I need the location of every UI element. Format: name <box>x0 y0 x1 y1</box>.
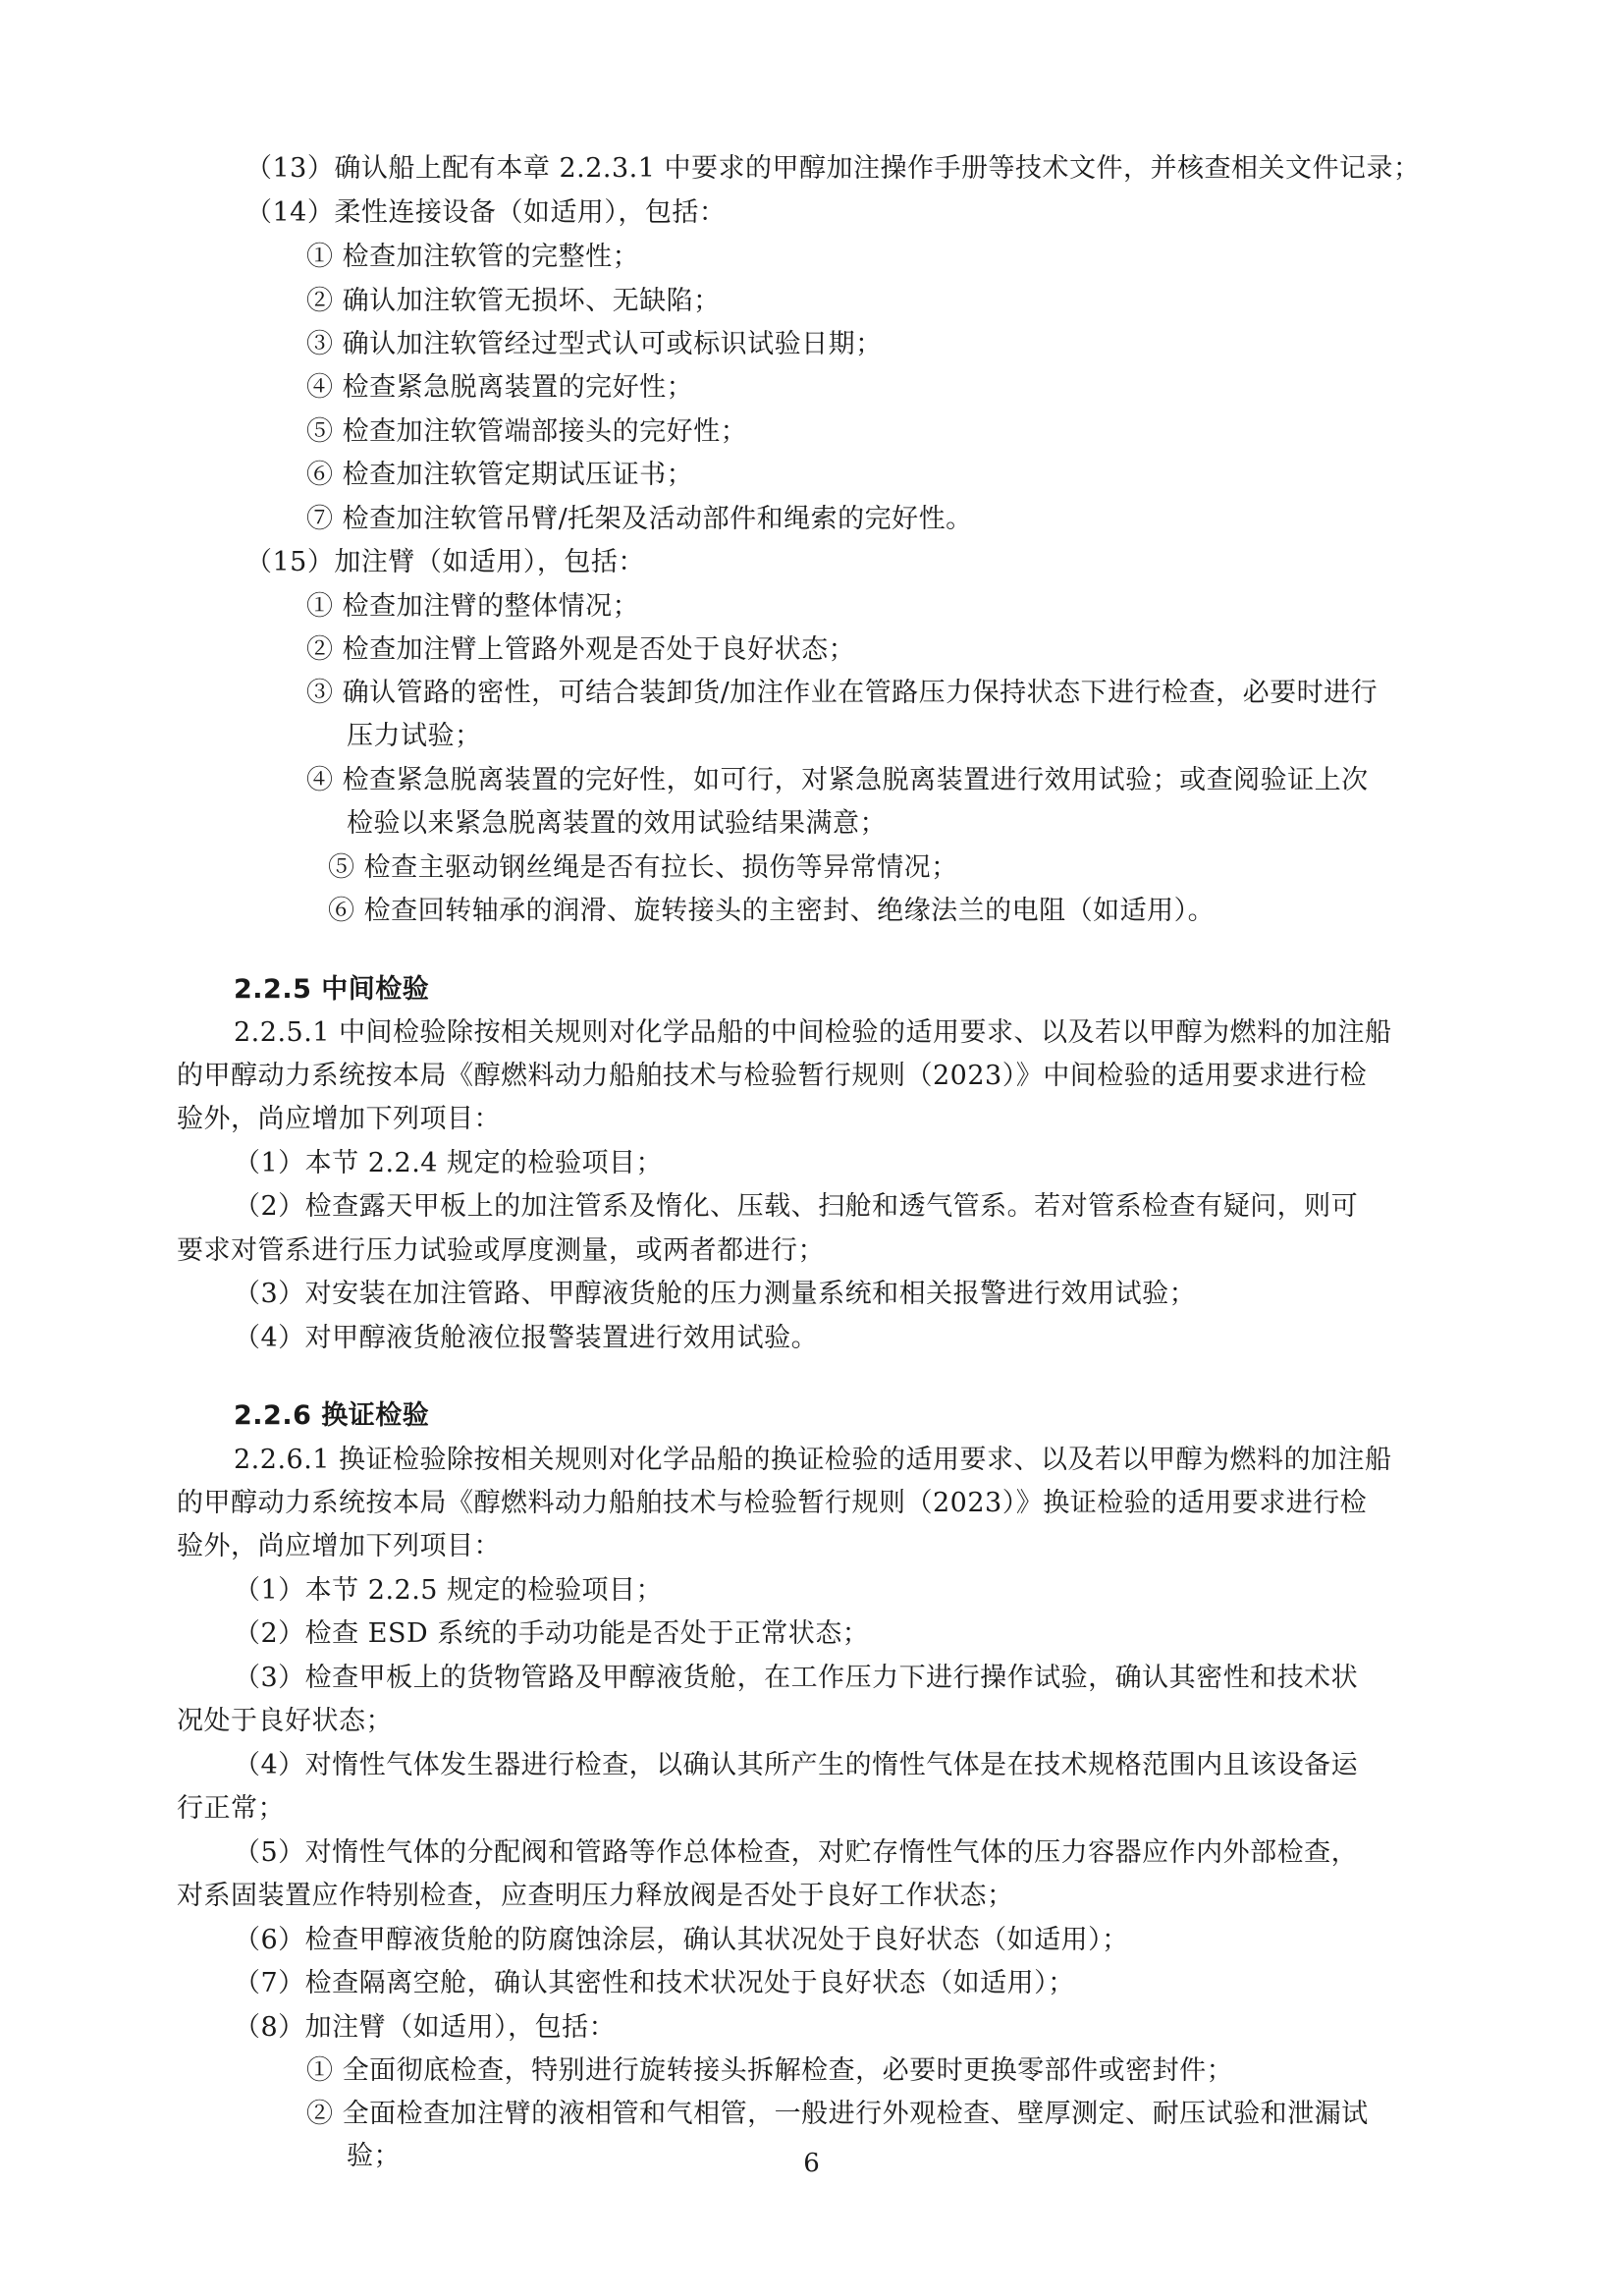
list-item-continuation: 压力试验； <box>347 721 482 751</box>
text-line: （8）加注臂（如适用），包括： <box>234 2012 617 2043</box>
text-line: （2）检查露天甲板上的加注管系及惰化、压载、扫舱和透气管系。若对管系检查有疑问，则可 <box>234 1191 1359 1222</box>
list-item: ② 确认加注软管无损坏、无缺陷； <box>306 286 721 316</box>
list-item: ⑤ 检查加注软管端部接头的完好性； <box>306 416 748 447</box>
list-item: ② 检查加注臂上管路外观是否处于良好状态； <box>306 634 856 665</box>
list-item-continuation: 检验以来紧急脱离装置的效用试验结果满意； <box>347 808 887 839</box>
text-line: （5）对惰性气体的分配阀和管路等作总体检查，对贮存惰性气体的压力容器应作内外部检查， <box>234 1837 1359 1868</box>
list-item: ① 检查加注臂的整体情况； <box>306 591 640 622</box>
list-item: ③ 确认加注软管经过型式认可或标识试验日期； <box>306 329 883 359</box>
list-item-continuation: 验； <box>347 2141 401 2171</box>
text-line: （2）检查 ESD 系统的手动功能是否处于正常状态； <box>234 1618 870 1649</box>
text-line: 验外，尚应增加下列项目： <box>177 1531 501 1561</box>
text-line: 的甲醇动力系统按本局《醇燃料动力船舶技术与检验暂行规则（2023）》中间检验的适用要求进行检 <box>177 1061 1368 1091</box>
section-heading: 2.2.5 中间检验 <box>234 974 430 1005</box>
section-heading: 2.2.6 换证检验 <box>234 1400 430 1431</box>
text-line: 行正常； <box>177 1793 285 1824</box>
text-line: （1）本节 2.2.4 规定的检验项目； <box>234 1148 664 1178</box>
text-line: 2.2.6.1 换证检验除按相关规则对化学品船的换证检验的适用要求、以及若以甲醇为燃料的加注船 <box>234 1445 1392 1475</box>
list-item: ⑥ 检查回转轴承的润滑、旋转接头的主密封、绝缘法兰的电阻（如适用）。 <box>328 896 1216 926</box>
list-item: ③ 确认管路的密性，可结合装卸货/加注作业在管路压力保持状态下进行检查，必要时进行 <box>306 678 1379 708</box>
list-item: ④ 检查紧急脱离装置的完好性； <box>306 372 694 403</box>
text-line: 对系固装置应作特别检查，应查明压力释放阀是否处于良好工作状态； <box>177 1881 1014 1911</box>
text-line: （7）检查隔离空舱，确认其密性和技术状况处于良好状态（如适用）； <box>234 1968 1075 1998</box>
list-item: ④ 检查紧急脱离装置的完好性，如可行，对紧急脱离装置进行效用试验；或查阅验证上次 <box>306 765 1369 795</box>
list-item: ⑥ 检查加注软管定期试压证书； <box>306 460 694 490</box>
list-item: ① 全面彻底检查，特别进行旋转接头拆解检查，必要时更换零部件或密封件； <box>306 2055 1234 2086</box>
text-line: （3）检查甲板上的货物管路及甲醇液货舱，在工作压力下进行操作试验，确认其密性和技术状 <box>234 1663 1359 1693</box>
page-number: 6 <box>803 2149 820 2178</box>
text-line: （13）确认船上配有本章 2.2.3.1 中要求的甲醇加注操作手册等技术文件，并核查相关文件记录； <box>245 153 1421 184</box>
text-line: 的甲醇动力系统按本局《醇燃料动力船舶技术与检验暂行规则（2023）》换证检验的适用要求进行检 <box>177 1488 1368 1518</box>
text-line: 2.2.5.1 中间检验除按相关规则对化学品船的中间检验的适用要求、以及若以甲醇为燃料的加注船 <box>234 1017 1392 1048</box>
list-item: ⑦ 检查加注软管吊臂/托架及活动部件和绳索的完好性。 <box>306 504 973 534</box>
text-line: （1）本节 2.2.5 规定的检验项目； <box>234 1575 664 1606</box>
text-line: 验外，尚应增加下列项目： <box>177 1104 501 1134</box>
text-line: （3）对安装在加注管路、甲醇液货舱的压力测量系统和相关报警进行效用试验； <box>234 1279 1197 1309</box>
text-line: （15）加注臂（如适用），包括： <box>245 547 645 577</box>
text-line: （4）对惰性气体发生器进行检查，以确认其所产生的惰性气体是在技术规格范围内且该设备运 <box>234 1750 1359 1780</box>
list-item: ② 全面检查加注臂的液相管和气相管，一般进行外观检查、壁厚测定、耐压试验和泄漏试 <box>306 2099 1369 2129</box>
text-line: 况处于良好状态； <box>177 1706 393 1736</box>
list-item: ⑤ 检查主驱动钢丝绳是否有拉长、损伤等异常情况； <box>328 852 958 883</box>
list-item: ① 检查加注软管的完整性； <box>306 242 640 272</box>
text-line: （6）检查甲醇液货舱的防腐蚀涂层，确认其状况处于良好状态（如适用）； <box>234 1925 1129 1955</box>
text-line: （14）柔性连接设备（如适用），包括： <box>245 197 727 228</box>
text-line: 要求对管系进行压力试验或厚度测量，或两者都进行； <box>177 1235 825 1266</box>
text-line: （4）对甲醇液货舱液位报警装置进行效用试验。 <box>234 1323 819 1353</box>
